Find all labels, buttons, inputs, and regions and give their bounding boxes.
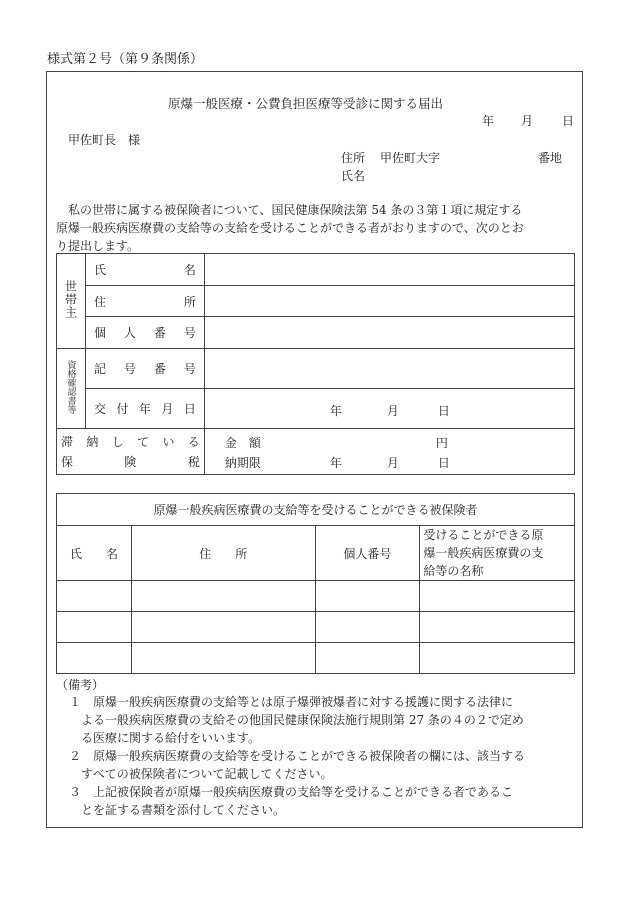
- row-id-cell[interactable]: [315, 643, 420, 674]
- row-benefit-cell[interactable]: [420, 643, 575, 674]
- insured-table-title: 原爆一般疾病医療費の支給等を受けることができる被保険者: [57, 494, 575, 526]
- row-benefit-cell[interactable]: [420, 612, 575, 643]
- symbol-number-label: 記 号 番 号: [85, 349, 204, 389]
- note-item: ３ 上記被保険者が原爆一般疾病医療費の支給等を受けることができる者であるこ とを証する書類を添付してください。: [69, 785, 514, 817]
- arrears-amount-label: 金 額: [224, 436, 261, 450]
- household-id-label: 個 人 番 号: [85, 317, 204, 349]
- notes-list: [69, 693, 525, 819]
- household-address-field[interactable]: [204, 286, 574, 317]
- arrears-field[interactable]: [204, 429, 574, 475]
- row-id-cell[interactable]: [315, 612, 420, 643]
- symbol-number-field[interactable]: [204, 349, 574, 389]
- arrears-yen: 円: [435, 436, 448, 450]
- table-row: [57, 643, 575, 674]
- arrears-label: 滞 納 し て い る 保 険 税: [57, 429, 205, 475]
- row-name-cell[interactable]: [57, 643, 132, 674]
- intro-line: 原爆一般疾病医療費の支給等の支給を受けることができる者がおりますので、次のとお: [56, 221, 524, 235]
- intro-line: 私の世帯に属する被保険者について、国民健康保険法第 54 条の３第１項に規定する: [56, 203, 523, 217]
- applicant-address-label: 住所: [341, 151, 366, 165]
- addressee: 甲佐町長 様: [68, 133, 141, 147]
- intro-line: り提出します。: [56, 239, 140, 253]
- deadline-year: 年: [329, 456, 342, 470]
- notes-heading: （備考）: [56, 678, 105, 692]
- qualification-group-label: 資格確認書等: [57, 349, 86, 429]
- issue-date-day: 日: [437, 404, 450, 418]
- date-year[interactable]: 年: [482, 114, 495, 128]
- issue-date-year: 年: [329, 404, 342, 418]
- issue-date-field[interactable]: [204, 389, 574, 429]
- household-group-label: 世帯主: [57, 254, 86, 349]
- header-id-number: 個人番号: [315, 526, 420, 581]
- form-title: 原爆一般医療・公費負担医療等受診に関する届出: [168, 96, 444, 111]
- household-address-label: 住 所: [85, 286, 204, 317]
- applicant-address-suffix: 番地: [538, 151, 563, 165]
- header-address: 住 所: [131, 526, 315, 581]
- applicant-name-label: 氏名: [341, 169, 366, 183]
- table-row: [57, 581, 575, 612]
- applicant-address-value[interactable]: 甲佐町大字: [380, 151, 441, 165]
- deadline-day: 日: [437, 456, 450, 470]
- row-address-cell[interactable]: [131, 581, 315, 612]
- household-table: [56, 253, 575, 475]
- form-number: 様式第２号（第９条関係）: [47, 52, 204, 67]
- header-name: 氏 名: [57, 526, 132, 581]
- table-row: [57, 612, 575, 643]
- arrears-deadline-label: 納期限: [224, 456, 261, 470]
- date-month[interactable]: 月: [521, 114, 534, 128]
- issue-date-month: 月: [386, 404, 399, 418]
- header-benefit-name: 受けることができる原 爆一般疾病医療費の支 給等の名称: [420, 526, 575, 581]
- row-name-cell[interactable]: [57, 612, 132, 643]
- note-item: １ 原爆一般疾病医療費の支給等とは原子爆弾被爆者に対する援護に関する法律に よる一般疾病医療費の支給その他国民健康保険法施行規則第 27 条の４の２で定め る医療に関する給付をいいます。: [69, 695, 524, 745]
- intro-paragraph: [56, 201, 524, 255]
- row-id-cell[interactable]: [315, 581, 420, 612]
- household-name-label: 氏 名: [85, 254, 204, 286]
- deadline-month: 月: [386, 456, 399, 470]
- insured-table: [56, 493, 575, 674]
- note-item: ２ 原爆一般疾病医療費の支給等を受けることができる被保険者の欄には、該当する すべての被保険者について記載してください。: [69, 749, 526, 781]
- date-day[interactable]: 日: [562, 114, 575, 128]
- row-benefit-cell[interactable]: [420, 581, 575, 612]
- row-address-cell[interactable]: [131, 643, 315, 674]
- issue-date-label: 交 付 年 月 日: [85, 389, 204, 429]
- row-name-cell[interactable]: [57, 581, 132, 612]
- row-address-cell[interactable]: [131, 612, 315, 643]
- household-id-field[interactable]: [204, 317, 574, 349]
- household-name-field[interactable]: [204, 254, 574, 286]
